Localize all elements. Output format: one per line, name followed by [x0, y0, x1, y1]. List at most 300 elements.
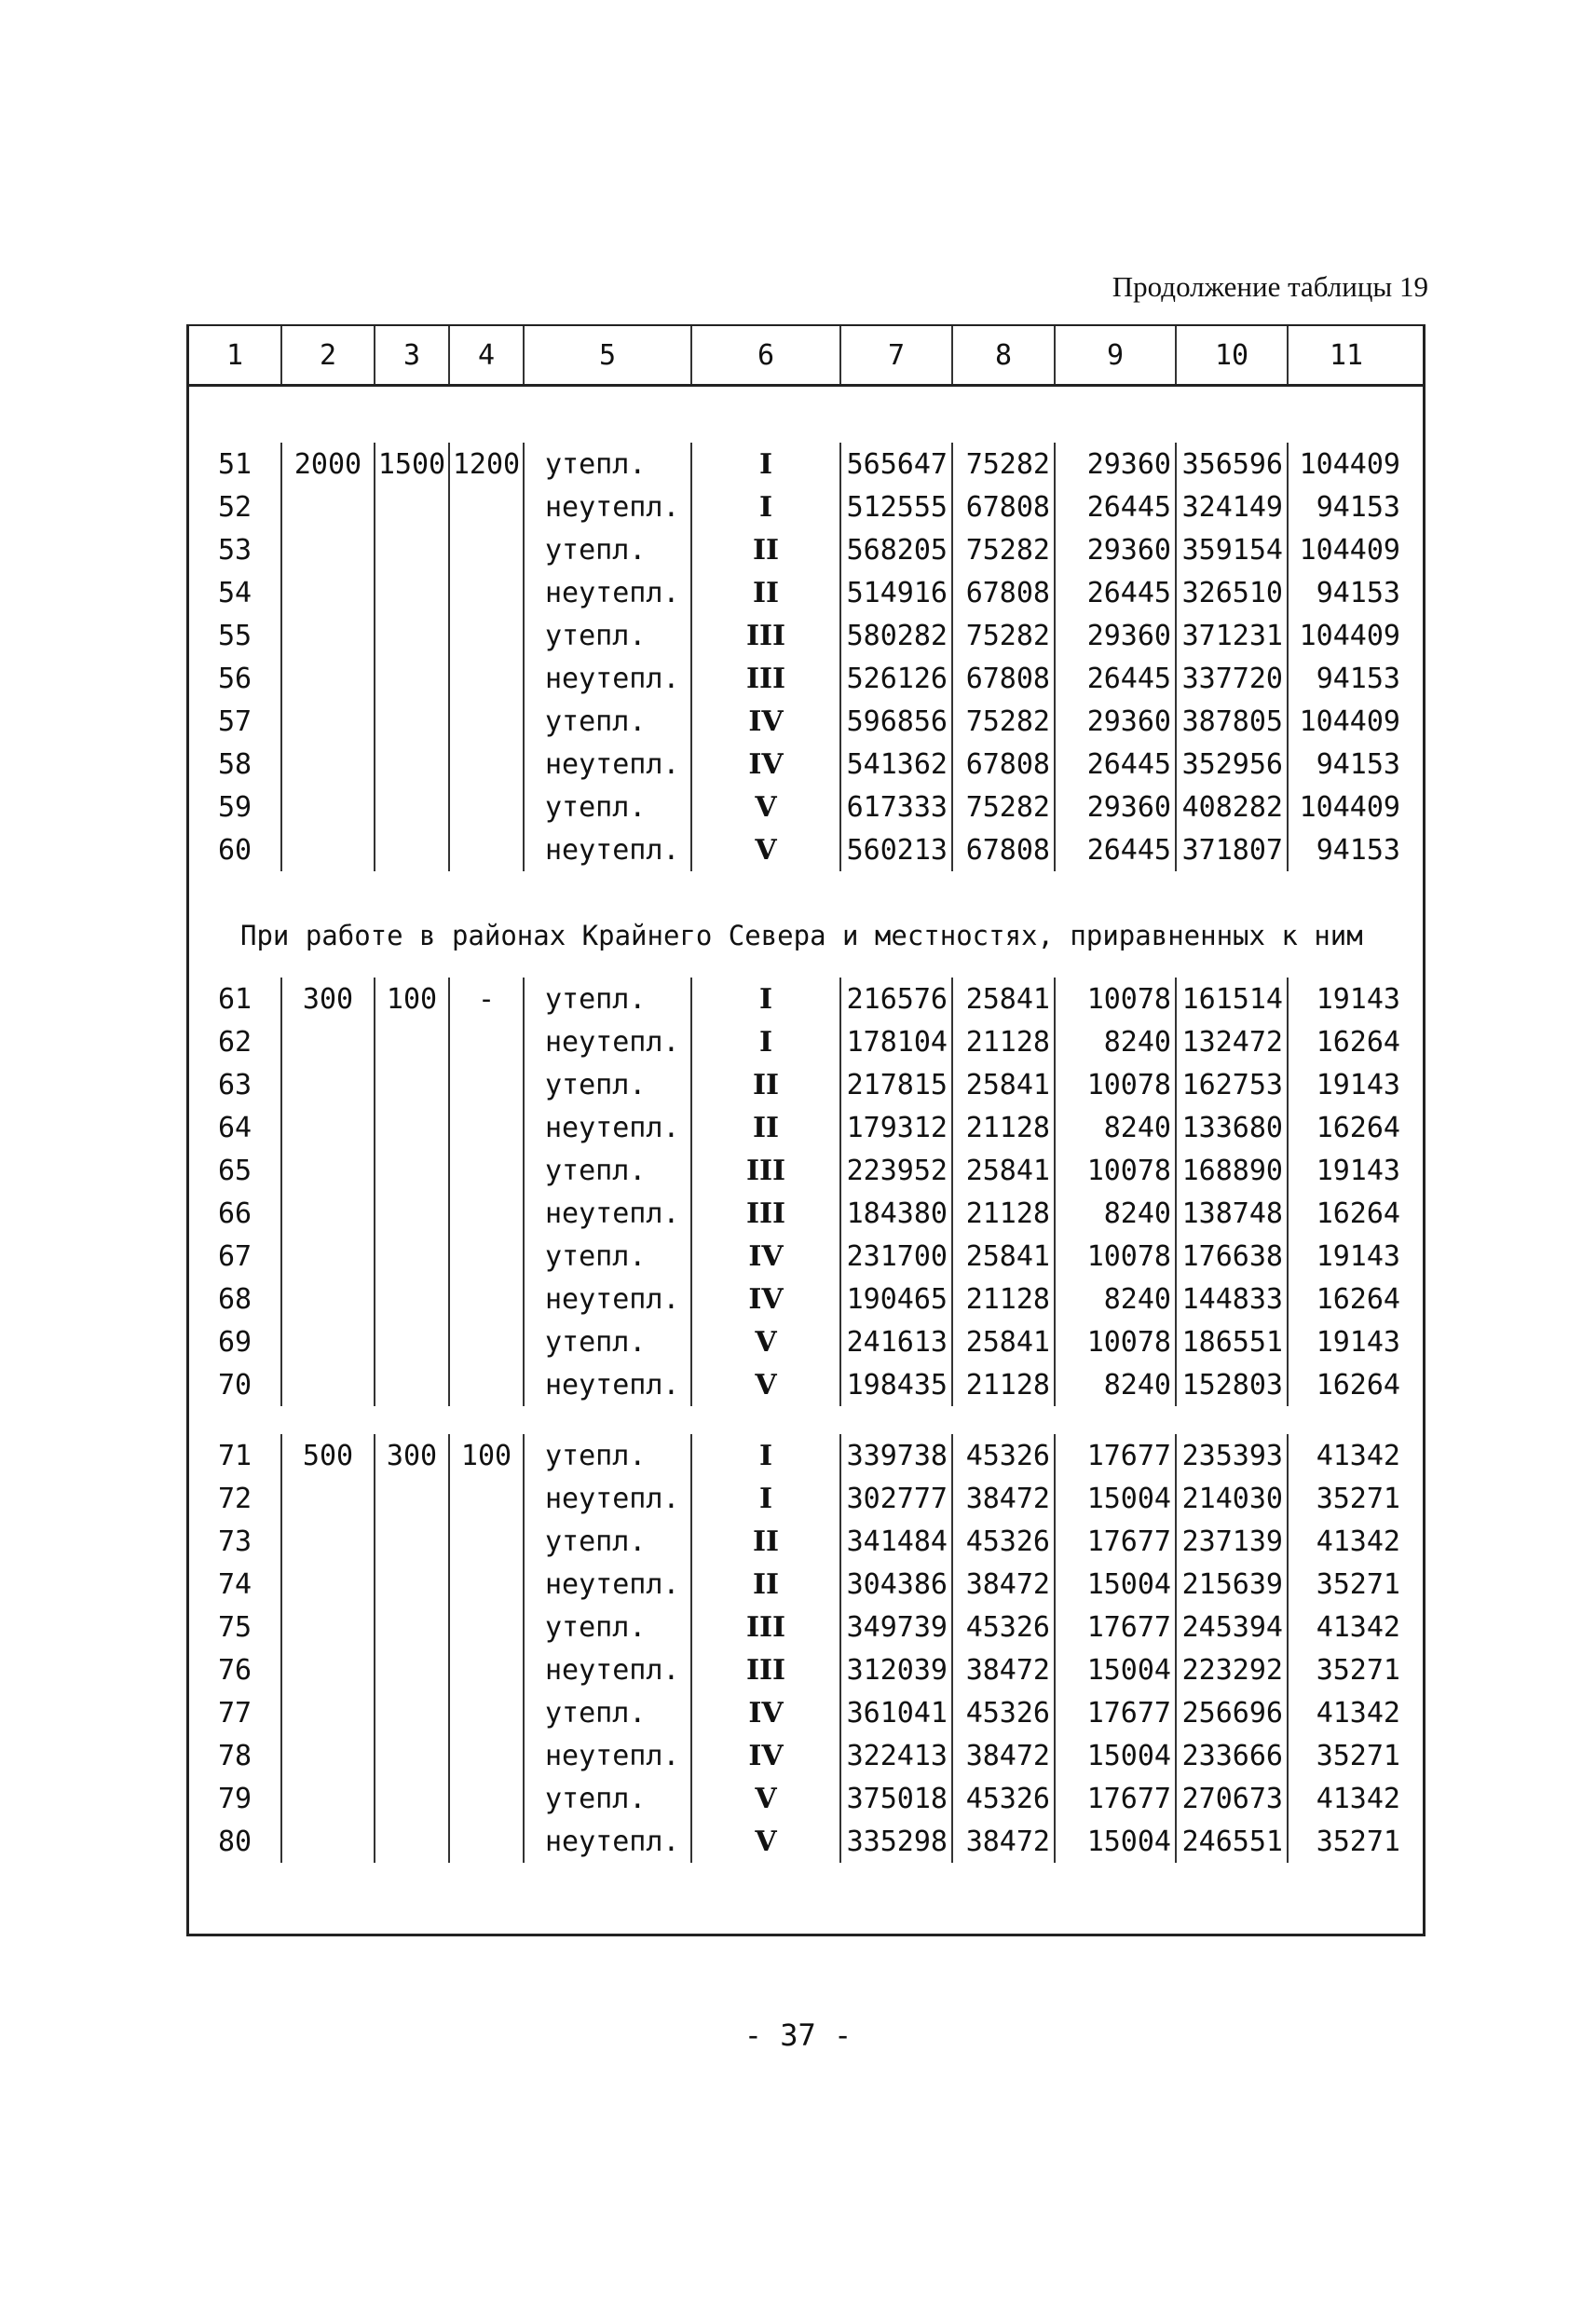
param-cell	[282, 657, 375, 700]
value-cell: 75282	[953, 528, 1056, 571]
type-cell: утепл.	[525, 1434, 692, 1477]
param-cell	[282, 528, 375, 571]
value-cell: 512555	[841, 485, 953, 528]
param-cell	[282, 786, 375, 828]
type-cell: утепл.	[525, 1520, 692, 1563]
param-cell	[282, 1149, 375, 1192]
zone-cell: II	[692, 1106, 841, 1149]
type-cell: неутепл.	[525, 1820, 692, 1863]
param-cell	[282, 1020, 375, 1063]
type-cell: утепл.	[525, 443, 692, 485]
param-cell: 300	[282, 978, 375, 1020]
zone-cell: II	[692, 1063, 841, 1106]
value-cell: 41342	[1316, 1525, 1400, 1558]
value-cell: 45326	[953, 1777, 1056, 1820]
value-cell: 235393	[1177, 1434, 1289, 1477]
param-cell	[375, 1363, 450, 1406]
value-cell: 8240	[1056, 1192, 1177, 1235]
header-cell: 11	[1329, 338, 1364, 372]
param-cell	[282, 1106, 375, 1149]
param-cell	[282, 1734, 375, 1777]
table-row	[189, 1434, 1423, 1477]
param-cell	[450, 1149, 525, 1192]
param-cell	[282, 1363, 375, 1406]
row-number-cell: 73	[189, 1520, 282, 1563]
value-cell: 94153	[1316, 833, 1400, 867]
value-cell: 19143	[1316, 982, 1400, 1016]
param-cell	[450, 700, 525, 743]
value-cell: 138748	[1177, 1192, 1289, 1235]
value-cell: 304386	[841, 1563, 953, 1606]
value-cell: 19143	[1316, 1239, 1400, 1273]
table-row	[189, 1820, 1423, 1863]
param-cell	[450, 571, 525, 614]
value-cell: 41342	[1316, 1610, 1400, 1644]
row-number-cell: 62	[189, 1020, 282, 1063]
table-row	[189, 1320, 1423, 1363]
type-cell: утепл.	[525, 1063, 692, 1106]
value-cell: 223952	[841, 1149, 953, 1192]
value-cell: 26445	[1056, 571, 1177, 614]
param-cell	[450, 1320, 525, 1363]
param-cell	[450, 1477, 525, 1520]
value-cell: 94153	[1316, 490, 1400, 524]
type-cell: неутепл.	[525, 1020, 692, 1063]
header-cell: 4	[450, 326, 525, 384]
zone-cell: V	[692, 1820, 841, 1863]
param-cell	[282, 571, 375, 614]
param-cell	[282, 1320, 375, 1363]
param-cell	[375, 657, 450, 700]
value-cell: 216576	[841, 978, 953, 1020]
value-cell: 16264	[1316, 1111, 1400, 1144]
zone-cell: I	[692, 1020, 841, 1063]
param-cell	[282, 614, 375, 657]
data-table	[186, 324, 1425, 1936]
header-cell: 2	[282, 326, 375, 384]
table-row	[189, 1063, 1423, 1106]
value-cell: 75282	[953, 614, 1056, 657]
value-cell: 223292	[1177, 1648, 1289, 1691]
table-row	[189, 485, 1423, 528]
header-cell: 9	[1056, 326, 1177, 384]
param-cell	[375, 1063, 450, 1106]
value-cell: 21128	[953, 1106, 1056, 1149]
zone-cell: III	[692, 657, 841, 700]
row-number-cell: 75	[189, 1606, 282, 1648]
zone-cell: I	[692, 443, 841, 485]
table-row	[189, 1149, 1423, 1192]
param-cell: 100	[375, 978, 450, 1020]
value-cell: 162753	[1177, 1063, 1289, 1106]
row-number-cell: 51	[189, 443, 282, 485]
value-cell: 35271	[1316, 1739, 1400, 1772]
value-cell: 17677	[1056, 1520, 1177, 1563]
value-cell: 67808	[953, 485, 1056, 528]
value-cell: 335298	[841, 1820, 953, 1863]
row-number-cell: 80	[189, 1820, 282, 1863]
table-row	[189, 1477, 1423, 1520]
value-cell: 45326	[953, 1520, 1056, 1563]
zone-cell: III	[692, 1606, 841, 1648]
param-cell	[450, 614, 525, 657]
value-cell: 245394	[1177, 1606, 1289, 1648]
value-cell: 38472	[953, 1648, 1056, 1691]
value-cell: 21128	[953, 1363, 1056, 1406]
value-cell: 596856	[841, 700, 953, 743]
param-cell	[450, 657, 525, 700]
row-number-cell: 74	[189, 1563, 282, 1606]
zone-cell: IV	[692, 1691, 841, 1734]
value-cell: 168890	[1177, 1149, 1289, 1192]
table-row	[189, 700, 1423, 743]
value-cell: 35271	[1316, 1482, 1400, 1515]
value-cell: 15004	[1056, 1563, 1177, 1606]
value-cell: 104409	[1299, 533, 1400, 567]
value-cell: 337720	[1177, 657, 1289, 700]
value-cell: 15004	[1056, 1648, 1177, 1691]
value-cell: 10078	[1056, 978, 1177, 1020]
param-cell	[450, 828, 525, 871]
header-cell: 3	[375, 326, 450, 384]
value-cell: 152803	[1177, 1363, 1289, 1406]
value-cell: 94153	[1316, 747, 1400, 781]
type-cell: неутепл.	[525, 1363, 692, 1406]
param-cell	[282, 743, 375, 786]
row-number-cell: 61	[189, 978, 282, 1020]
value-cell: 29360	[1056, 700, 1177, 743]
param-cell: 1200	[450, 443, 525, 485]
zone-cell: I	[692, 1434, 841, 1477]
zone-cell: IV	[692, 743, 841, 786]
param-cell	[450, 1192, 525, 1235]
row-number-cell: 58	[189, 743, 282, 786]
value-cell: 15004	[1056, 1734, 1177, 1777]
type-cell: неутепл.	[525, 657, 692, 700]
header-cell: 10	[1177, 326, 1289, 384]
value-cell: 270673	[1177, 1777, 1289, 1820]
param-cell	[375, 1820, 450, 1863]
param-cell	[450, 485, 525, 528]
value-cell: 19143	[1316, 1154, 1400, 1187]
table-row	[189, 1363, 1423, 1406]
table-row	[189, 1278, 1423, 1320]
type-cell: утепл.	[525, 528, 692, 571]
value-cell: 67808	[953, 828, 1056, 871]
header-cell: 7	[841, 326, 953, 384]
value-cell: 104409	[1299, 704, 1400, 738]
row-number-cell: 71	[189, 1434, 282, 1477]
value-cell: 16264	[1316, 1282, 1400, 1316]
value-cell: 19143	[1316, 1325, 1400, 1359]
value-cell: 359154	[1177, 528, 1289, 571]
value-cell: 29360	[1056, 528, 1177, 571]
row-number-cell: 76	[189, 1648, 282, 1691]
type-cell: утепл.	[525, 978, 692, 1020]
value-cell: 26445	[1056, 828, 1177, 871]
row-group-3	[189, 1434, 1423, 1863]
param-cell	[450, 1020, 525, 1063]
zone-cell: II	[692, 571, 841, 614]
value-cell: 25841	[953, 1149, 1056, 1192]
value-cell: 29360	[1056, 614, 1177, 657]
type-cell: неутепл.	[525, 1648, 692, 1691]
value-cell: 21128	[953, 1192, 1056, 1235]
param-cell: 2000	[282, 443, 375, 485]
param-cell	[282, 1192, 375, 1235]
table-spacer	[189, 387, 1423, 443]
table-row	[189, 1235, 1423, 1278]
value-cell: 25841	[953, 1320, 1056, 1363]
header-cell: 1	[189, 326, 282, 384]
value-cell: 184380	[841, 1192, 953, 1235]
value-cell: 190465	[841, 1278, 953, 1320]
zone-cell: IV	[692, 1235, 841, 1278]
param-cell	[375, 1734, 450, 1777]
row-number-cell: 57	[189, 700, 282, 743]
table-row	[189, 1020, 1423, 1063]
param-cell	[375, 1106, 450, 1149]
type-cell: неутепл.	[525, 485, 692, 528]
value-cell: 322413	[841, 1734, 953, 1777]
row-number-cell: 56	[189, 657, 282, 700]
value-cell: 104409	[1299, 447, 1400, 481]
table-row	[189, 978, 1423, 1020]
param-cell	[282, 485, 375, 528]
value-cell: 217815	[841, 1063, 953, 1106]
value-cell: 38472	[953, 1734, 1056, 1777]
table-row	[189, 1106, 1423, 1149]
value-cell: 29360	[1056, 443, 1177, 485]
param-cell	[282, 1820, 375, 1863]
table-row	[189, 1691, 1423, 1734]
value-cell: 176638	[1177, 1235, 1289, 1278]
value-cell: 41342	[1316, 1782, 1400, 1815]
value-cell: 15004	[1056, 1820, 1177, 1863]
param-cell	[375, 743, 450, 786]
param-cell	[375, 700, 450, 743]
value-cell: 526126	[841, 657, 953, 700]
value-cell: 356596	[1177, 443, 1289, 485]
header-cell: 8	[953, 326, 1056, 384]
value-cell: 16264	[1316, 1368, 1400, 1402]
value-cell: 371231	[1177, 614, 1289, 657]
value-cell: 352956	[1177, 743, 1289, 786]
row-number-cell: 63	[189, 1063, 282, 1106]
value-cell: 10078	[1056, 1320, 1177, 1363]
row-number-cell: 72	[189, 1477, 282, 1520]
row-number-cell: 55	[189, 614, 282, 657]
param-cell	[450, 528, 525, 571]
param-cell	[282, 1691, 375, 1734]
param-cell	[375, 1777, 450, 1820]
param-cell	[282, 1063, 375, 1106]
value-cell: 26445	[1056, 657, 1177, 700]
type-cell: утепл.	[525, 700, 692, 743]
param-cell: 100	[450, 1434, 525, 1477]
param-cell	[450, 1563, 525, 1606]
row-group-1	[189, 443, 1423, 871]
value-cell: 617333	[841, 786, 953, 828]
zone-cell: V	[692, 786, 841, 828]
value-cell: 21128	[953, 1278, 1056, 1320]
table-row	[189, 1648, 1423, 1691]
value-cell: 246551	[1177, 1820, 1289, 1863]
value-cell: 339738	[841, 1434, 953, 1477]
zone-cell: V	[692, 1777, 841, 1820]
param-cell	[450, 1278, 525, 1320]
header-cell: 6	[692, 326, 841, 384]
row-number-cell: 54	[189, 571, 282, 614]
param-cell	[375, 828, 450, 871]
param-cell	[282, 1477, 375, 1520]
type-cell: утепл.	[525, 1235, 692, 1278]
value-cell: 38472	[953, 1820, 1056, 1863]
type-cell: утепл.	[525, 1606, 692, 1648]
table-row	[189, 828, 1423, 871]
zone-cell: II	[692, 1520, 841, 1563]
value-cell: 17677	[1056, 1777, 1177, 1820]
type-cell: неутепл.	[525, 1477, 692, 1520]
value-cell: 8240	[1056, 1278, 1177, 1320]
value-cell: 256696	[1177, 1691, 1289, 1734]
value-cell: 324149	[1177, 485, 1289, 528]
param-cell	[375, 1192, 450, 1235]
value-cell: 541362	[841, 743, 953, 786]
value-cell: 514916	[841, 571, 953, 614]
row-number-cell: 65	[189, 1149, 282, 1192]
value-cell: 387805	[1177, 700, 1289, 743]
param-cell	[375, 1520, 450, 1563]
value-cell: 75282	[953, 443, 1056, 485]
value-cell: 104409	[1299, 790, 1400, 824]
row-number-cell: 64	[189, 1106, 282, 1149]
value-cell: 560213	[841, 828, 953, 871]
param-cell	[282, 1520, 375, 1563]
value-cell: 178104	[841, 1020, 953, 1063]
table-caption: Продолжение таблицы 19	[1112, 270, 1428, 303]
value-cell: 361041	[841, 1691, 953, 1734]
param-cell	[375, 1691, 450, 1734]
param-cell	[375, 571, 450, 614]
value-cell: 8240	[1056, 1363, 1177, 1406]
value-cell: 67808	[953, 743, 1056, 786]
param-cell	[375, 1020, 450, 1063]
value-cell: 19143	[1316, 1068, 1400, 1101]
table-row	[189, 657, 1423, 700]
zone-cell: I	[692, 485, 841, 528]
value-cell: 25841	[953, 978, 1056, 1020]
row-number-cell: 69	[189, 1320, 282, 1363]
value-cell: 565647	[841, 443, 953, 485]
section-title: При работе в районах Крайнего Севера и местностях, приравненных к ним	[240, 920, 1363, 951]
type-cell: утепл.	[525, 1777, 692, 1820]
param-cell	[282, 1235, 375, 1278]
value-cell: 26445	[1056, 743, 1177, 786]
value-cell: 38472	[953, 1563, 1056, 1606]
row-number-cell: 60	[189, 828, 282, 871]
zone-cell: V	[692, 1320, 841, 1363]
value-cell: 75282	[953, 700, 1056, 743]
param-cell	[375, 1606, 450, 1648]
table-row	[189, 528, 1423, 571]
type-cell: утепл.	[525, 786, 692, 828]
value-cell: 186551	[1177, 1320, 1289, 1363]
row-number-cell: 70	[189, 1363, 282, 1406]
param-cell	[450, 1063, 525, 1106]
param-cell	[282, 1648, 375, 1691]
param-cell	[282, 1563, 375, 1606]
value-cell: 67808	[953, 571, 1056, 614]
param-cell: 300	[375, 1434, 450, 1477]
param-cell	[375, 485, 450, 528]
type-cell: неутепл.	[525, 1192, 692, 1235]
table-row	[189, 614, 1423, 657]
value-cell: 75282	[953, 786, 1056, 828]
type-cell: утепл.	[525, 1320, 692, 1363]
zone-cell: IV	[692, 1734, 841, 1777]
value-cell: 241613	[841, 1320, 953, 1363]
value-cell: 10078	[1056, 1063, 1177, 1106]
row-number-cell: 67	[189, 1235, 282, 1278]
table-row	[189, 1192, 1423, 1235]
value-cell: 21128	[953, 1020, 1056, 1063]
param-cell	[450, 1734, 525, 1777]
value-cell: 371807	[1177, 828, 1289, 871]
value-cell: 35271	[1316, 1567, 1400, 1601]
zone-cell: III	[692, 1648, 841, 1691]
value-cell: 233666	[1177, 1734, 1289, 1777]
value-cell: 45326	[953, 1606, 1056, 1648]
param-cell	[375, 528, 450, 571]
value-cell: 17677	[1056, 1434, 1177, 1477]
param-cell	[375, 786, 450, 828]
zone-cell: III	[692, 614, 841, 657]
value-cell: 29360	[1056, 786, 1177, 828]
param-cell	[282, 1606, 375, 1648]
param-cell	[282, 1777, 375, 1820]
param-cell	[375, 1235, 450, 1278]
value-cell: 41342	[1316, 1439, 1400, 1472]
value-cell: 132472	[1177, 1020, 1289, 1063]
row-number-cell: 52	[189, 485, 282, 528]
type-cell: неутепл.	[525, 1278, 692, 1320]
param-cell	[375, 1149, 450, 1192]
type-cell: неутепл.	[525, 828, 692, 871]
zone-cell: I	[692, 1477, 841, 1520]
page-number: - 37 -	[743, 2017, 853, 2053]
value-cell: 35271	[1316, 1825, 1400, 1858]
value-cell: 302777	[841, 1477, 953, 1520]
value-cell: 17677	[1056, 1606, 1177, 1648]
param-cell: 500	[282, 1434, 375, 1477]
zone-cell: IV	[692, 1278, 841, 1320]
param-cell	[450, 1520, 525, 1563]
value-cell: 161514	[1177, 978, 1289, 1020]
value-cell: 15004	[1056, 1477, 1177, 1520]
value-cell: 408282	[1177, 786, 1289, 828]
value-cell: 25841	[953, 1063, 1056, 1106]
row-group-2	[189, 978, 1423, 1406]
zone-cell: V	[692, 828, 841, 871]
type-cell: неутепл.	[525, 1106, 692, 1149]
value-cell: 326510	[1177, 571, 1289, 614]
value-cell: 237139	[1177, 1520, 1289, 1563]
value-cell: 17677	[1056, 1691, 1177, 1734]
type-cell: неутепл.	[525, 571, 692, 614]
param-cell	[450, 1363, 525, 1406]
table-row	[189, 1777, 1423, 1820]
